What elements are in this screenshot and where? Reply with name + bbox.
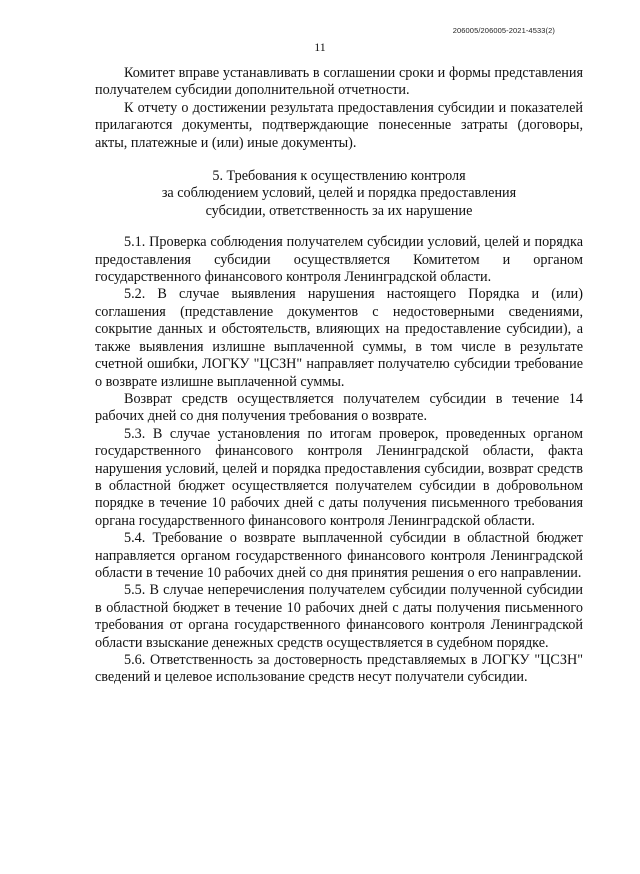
document-id: 206005/206005-2021-4533(2) bbox=[452, 26, 555, 35]
document-body bbox=[95, 65, 583, 687]
section-heading-line: 5. Требования к осуществлению контроля bbox=[212, 168, 466, 185]
paragraph-5-5: 5.5. В случае неперечисления получателем субсидии полученной субсидии в областной бюджет в течение 10 рабочих дней с даты получения письменного требования от органа государственного финансового контроля Ленинградской области взыскание денежных средств осуществляется в судебном порядке. bbox=[95, 582, 583, 651]
paragraph-refund-term: Возврат средств осуществляется получателем субсидии в течение 14 рабочих дней со дня получения требования о возврате. bbox=[95, 390, 583, 425]
paragraph-5-1: 5.1. Проверка соблюдения получателем субсидии условий, целей и порядка предоставления субсидии осуществляется Комитетом и органом государственного финансового контроля Ленинградской области. bbox=[95, 234, 583, 286]
paragraph-report-attachments: К отчету о достижении результата предоставления субсидии и показателей прилагаются документы, подтверждающие понесенные затраты (договоры, акты, платежные и (или) иные документы). bbox=[95, 99, 583, 151]
section-heading bbox=[95, 168, 583, 220]
paragraph-5-2: 5.2. В случае выявления нарушения настоящего Порядка и (или) соглашения (представление документов с недостоверными сведениями, сокрытие данных и обстоятельств, влияющих на предоставление субсидии), а также выявления излишне выплаченной суммы, в том числе в результате счетной ошибки, ЛОГКУ "ЦСЗН" направляет получателю субсидии требование о возврате излишне выплаченной суммы. bbox=[95, 286, 583, 390]
paragraph-5-3: 5.3. В случае установления по итогам проверок, проведенных органом государственного финансового контроля Ленинградской области, факта нарушения условий, целей и порядка предоставления субсидии, возврат средств в областной бюджет осуществляется получателем субсидии в добровольном порядке в течение 10 рабочих дней с даты получения письменного требования органа государственного финансового контроля Ленинградской области. bbox=[95, 425, 583, 529]
page-number: 11 bbox=[314, 40, 326, 54]
paragraph-reporting-deadlines: Комитет вправе устанавливать в соглашении сроки и формы представления получателем субсидии дополнительной отчетности. bbox=[95, 65, 583, 99]
section-heading-line: за соблюдением условий, целей и порядка предоставления bbox=[161, 185, 517, 202]
paragraph-5-4: 5.4. Требование о возврате выплаченной субсидии в областной бюджет направляется органом государственного финансового контроля Ленинградской области в течение 10 рабочих дней со дня принятия решения о его направлении. bbox=[95, 530, 583, 581]
section-heading-line: субсидии, ответственность за их нарушение bbox=[205, 202, 473, 219]
paragraph-5-6: 5.6. Ответственность за достоверность представляемых в ЛОГКУ "ЦСЗН" сведений и целевое использование средств несут получатели субсидии. bbox=[95, 652, 583, 686]
